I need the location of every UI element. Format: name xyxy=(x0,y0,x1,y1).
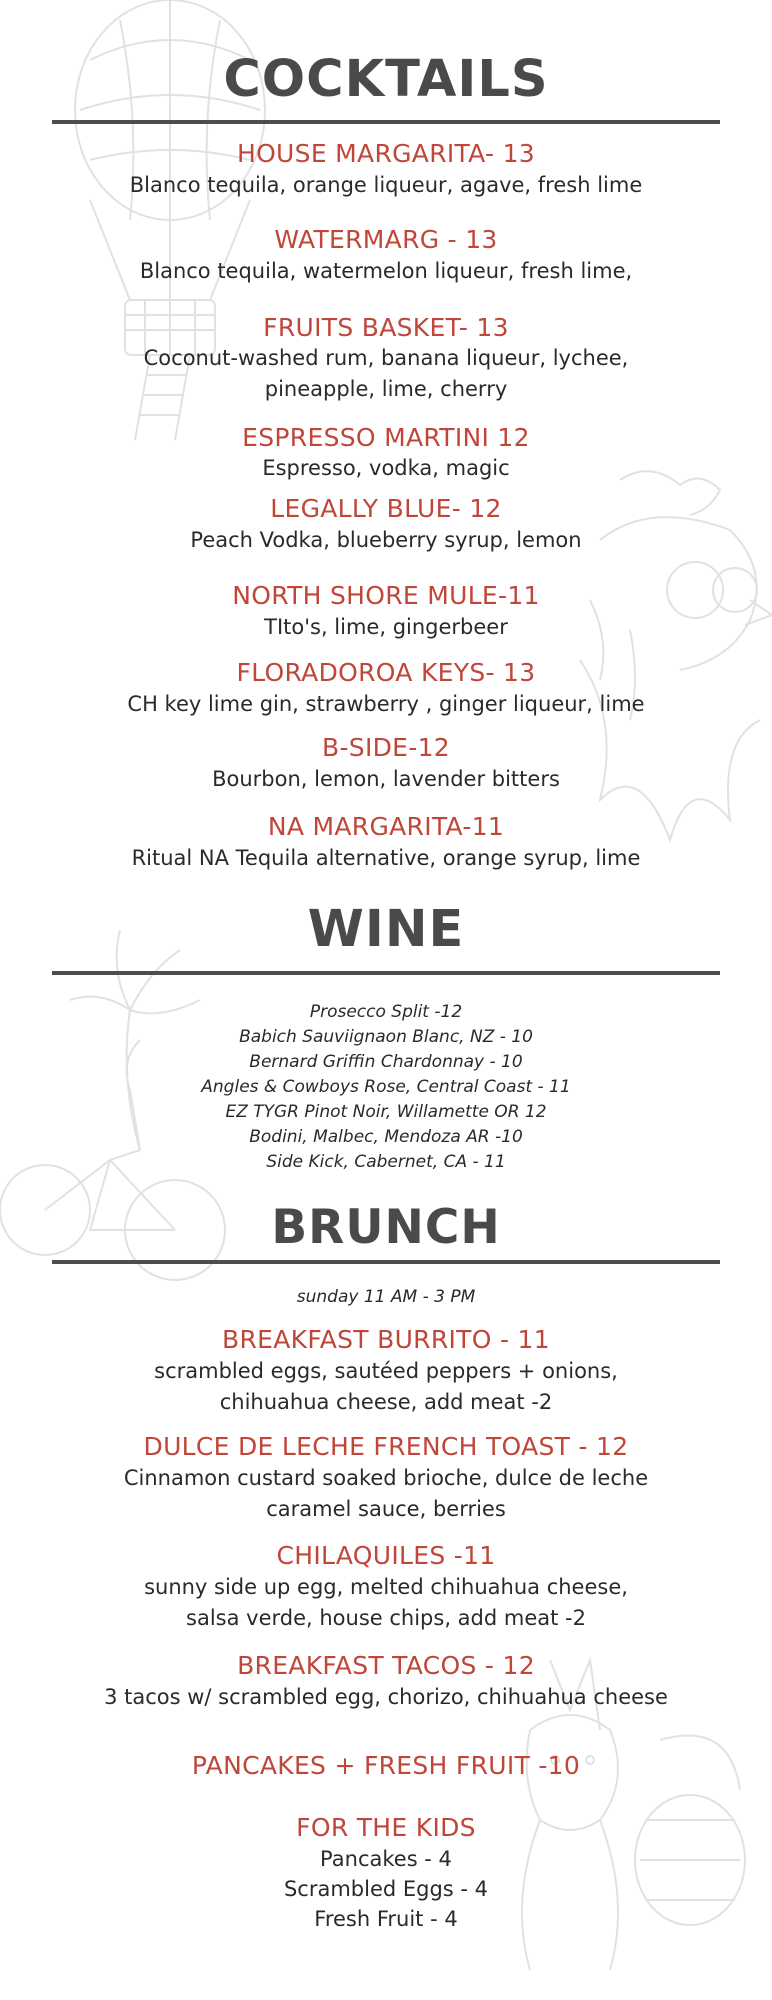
menu-item-description: Scrambled Eggs - 4 xyxy=(283,1877,489,1901)
menu-item-description: Espresso, vodka, magic xyxy=(262,456,510,480)
wine-list-item: EZ TYGR Pinot Noir, Willamette OR 12 xyxy=(225,1102,547,1122)
menu-item-description: caramel sauce, berries xyxy=(266,1497,506,1521)
brunch-heading: BRUNCH xyxy=(271,1200,501,1255)
brunch-hours: sunday 11 AM - 3 PM xyxy=(296,1287,476,1307)
menu-item-description: Peach Vodka, blueberry syrup, lemon xyxy=(190,528,582,552)
wine-heading: WINE xyxy=(307,900,465,959)
menu-item-name: BREAKFAST TACOS - 12 xyxy=(237,1651,535,1680)
menu-item-description: Ritual NA Tequila alternative, orange syrup, lime xyxy=(131,846,641,870)
menu-item-description: Bourbon, lemon, lavender bitters xyxy=(212,767,560,791)
menu-item-description: Coconut-washed rum, banana liqueur, lychee, xyxy=(143,346,629,370)
menu-item-description: TIto's, lime, gingerbeer xyxy=(264,615,508,639)
menu-item-description: scrambled eggs, sautéed peppers + onions, xyxy=(154,1359,618,1383)
menu-item-name: DULCE DE LECHE FRENCH TOAST - 12 xyxy=(143,1432,629,1461)
wine-list-item: Angles & Cowboys Rose, Central Coast - 11 xyxy=(201,1077,571,1097)
wine-list-item: Babich Sauviignaon Blanc, NZ - 10 xyxy=(239,1027,533,1047)
menu-item-description: Blanco tequila, watermelon liqueur, fresh lime, xyxy=(139,259,633,283)
menu-item-description: pineapple, lime, cherry xyxy=(264,377,508,401)
menu-item-name: BREAKFAST BURRITO - 11 xyxy=(222,1325,550,1354)
menu-item-description: chihuahua cheese, add meat -2 xyxy=(219,1390,553,1414)
cocktails-heading: COCKTAILS xyxy=(223,50,549,109)
menu-item-name: NORTH SHORE MULE-11 xyxy=(232,581,540,610)
menu-item-name: NA MARGARITA-11 xyxy=(267,812,505,841)
menu-item-description: Blanco tequila, orange liqueur, agave, fresh lime xyxy=(129,173,643,197)
menu-item-description: 3 tacos w/ scrambled egg, chorizo, chihuahua cheese xyxy=(104,1685,668,1709)
menu-item-description: Fresh Fruit - 4 xyxy=(314,1907,458,1931)
wine-list-item: Side Kick, Cabernet, CA - 11 xyxy=(266,1152,506,1172)
menu-item-description: sunny side up egg, melted chihuahua cheese, xyxy=(144,1575,628,1599)
menu-item-name: HOUSE MARGARITA- 13 xyxy=(236,139,535,168)
menu-item-description: Cinnamon custard soaked brioche, dulce de leche xyxy=(123,1466,649,1490)
menu-item-description: Pancakes - 4 xyxy=(320,1847,452,1871)
wine-list-item: Bernard Griffin Chardonnay - 10 xyxy=(249,1052,523,1072)
menu-item-name: FRUITS BASKET- 13 xyxy=(263,313,509,342)
menu-item-description: CH key lime gin, strawberry , ginger liqueur, lime xyxy=(127,692,645,716)
menu-item-name: FOR THE KIDS xyxy=(296,1813,476,1842)
wine-divider xyxy=(52,971,720,975)
menu-item-name: ESPRESSO MARTINI 12 xyxy=(242,423,530,452)
menu-item-name: CHILAQUILES -11 xyxy=(276,1541,496,1570)
wine-list-item: Prosecco Split -12 xyxy=(309,1002,463,1022)
menu-item-name: WATERMARG - 13 xyxy=(274,225,498,254)
brunch-divider xyxy=(52,1260,720,1264)
menu-item-name: FLORADOROA KEYS- 13 xyxy=(236,658,536,687)
cocktails-divider xyxy=(52,120,720,124)
wine-list-item: Bodini, Malbec, Mendoza AR -10 xyxy=(249,1127,523,1147)
menu-item-name: LEGALLY BLUE- 12 xyxy=(270,494,502,523)
menu-item-description: salsa verde, house chips, add meat -2 xyxy=(186,1606,586,1630)
menu-item-name: B-SIDE-12 xyxy=(322,733,450,762)
menu-item-name: PANCAKES + FRESH FRUIT -10 xyxy=(191,1751,581,1780)
